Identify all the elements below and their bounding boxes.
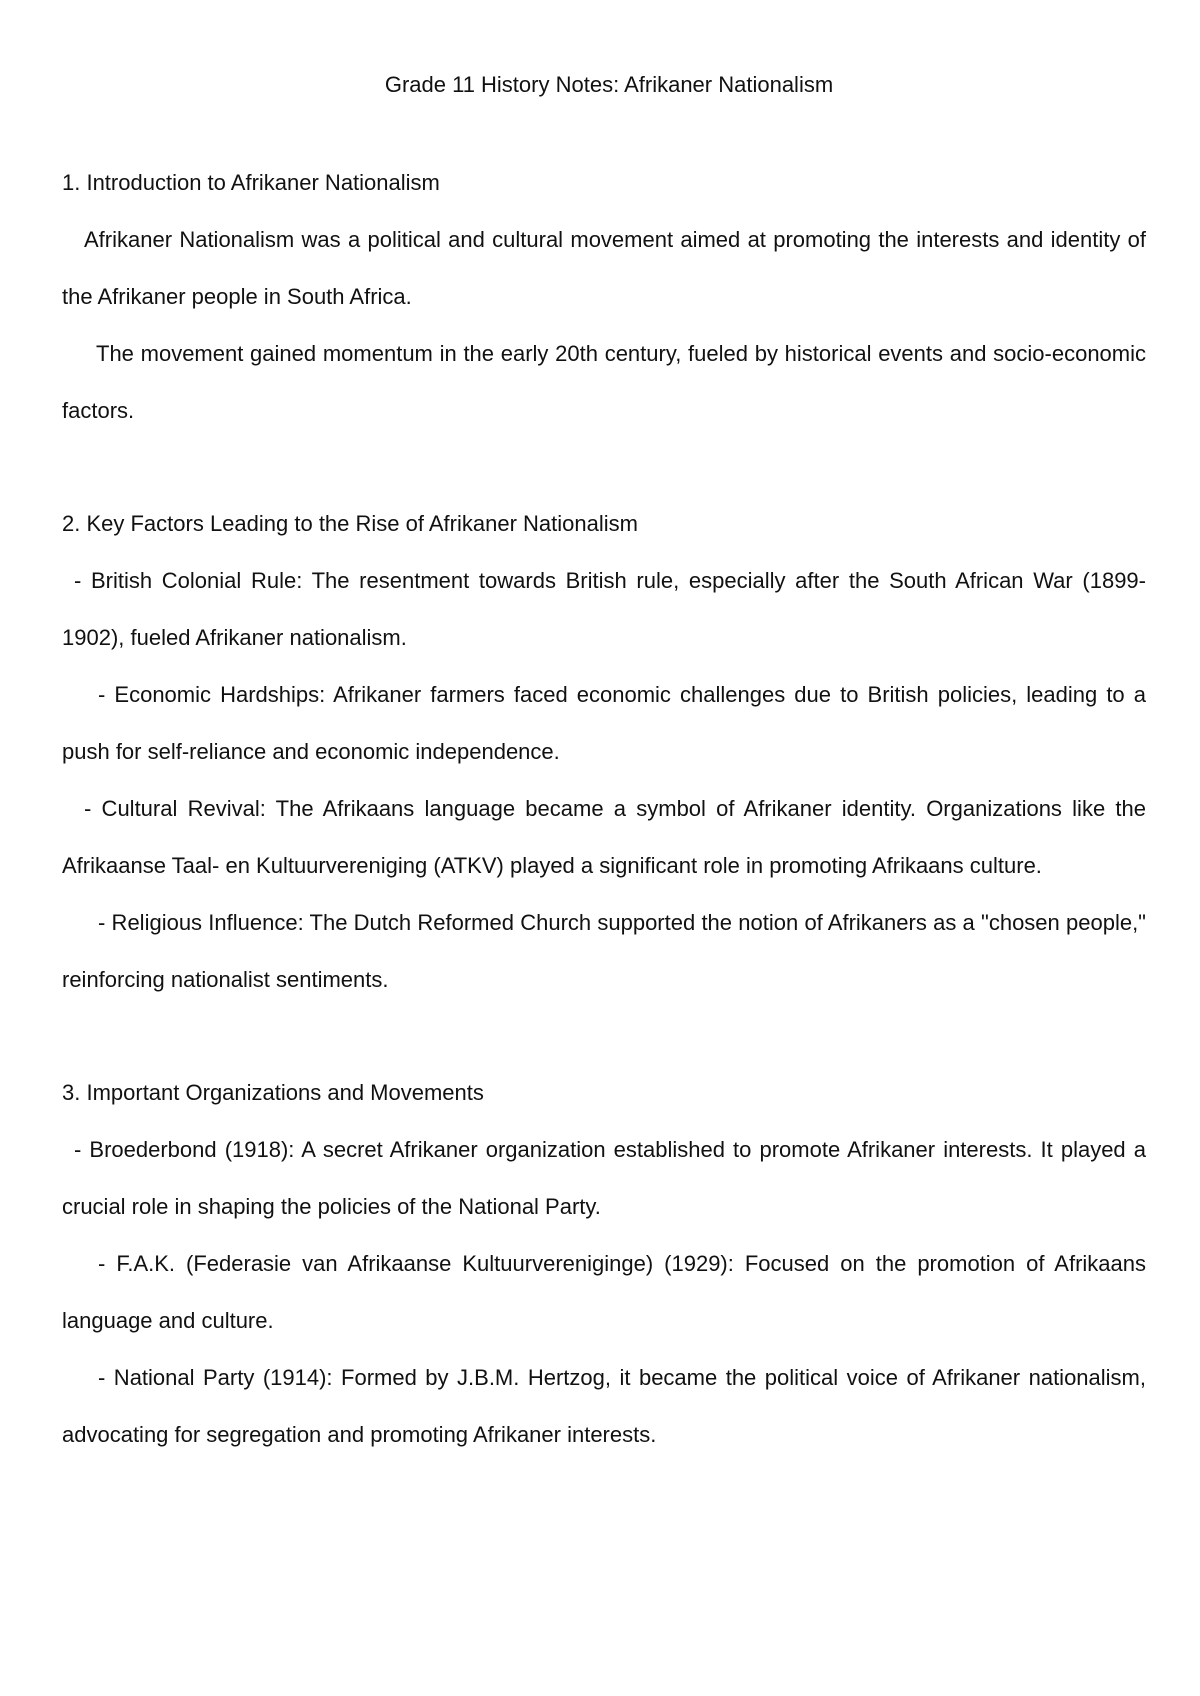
section-heading: 2. Key Factors Leading to the Rise of Afrikaner Nationalism — [62, 511, 638, 536]
section-organizations — [62, 1064, 1146, 1463]
paragraph: The movement gained momentum in the early 20th century, fueled by historical events and socio-economic factors. — [62, 341, 1146, 423]
section-key-factors — [62, 495, 1146, 1008]
paragraph: Afrikaner Nationalism was a political and cultural movement aimed at promoting the interests and identity of the Afrikaner people in South Africa. — [62, 227, 1146, 309]
list-item-religious-influence: - Religious Influence: The Dutch Reformed Church supported the notion of Afrikaners as a "chosen people," reinforcing nationalist sentiments. — [62, 910, 1146, 992]
list-item-national-party: - National Party (1914): Formed by J.B.M. Hertzog, it became the political voice of Afrikaner nationalism, advocating for segregation and promoting Afrikaner interests. — [62, 1365, 1146, 1447]
list-item-cultural-revival: - Cultural Revival: The Afrikaans language became a symbol of Afrikaner identity. Organizations like the Afrikaanse Taal- en Kultuurvereniging (ATKV) played a significant role in promoting Afrikaans culture. — [62, 796, 1146, 878]
list-item-fak: - F.A.K. (Federasie van Afrikaanse Kultuurvereniginge) (1929): Focused on the promotion of Afrikaans language and culture. — [62, 1251, 1146, 1333]
document-title: Grade 11 History Notes: Afrikaner Nationalism — [384, 72, 834, 97]
section-heading: 1. Introduction to Afrikaner Nationalism — [62, 170, 440, 195]
list-item-economic-hardships: - Economic Hardships: Afrikaner farmers faced economic challenges due to British policies, leading to a push for self-reliance and economic independence. — [62, 682, 1146, 764]
list-item-broederbond: - Broederbond (1918): A secret Afrikaner organization established to promote Afrikaner interests. It played a crucial role in shaping the policies of the National Party. — [62, 1137, 1146, 1219]
section-heading: 3. Important Organizations and Movements — [62, 1080, 484, 1105]
section-introduction — [62, 154, 1146, 439]
list-item-british-colonial-rule: - British Colonial Rule: The resentment towards British rule, especially after the South African War (1899-1902), fueled Afrikaner nationalism. — [62, 568, 1146, 650]
